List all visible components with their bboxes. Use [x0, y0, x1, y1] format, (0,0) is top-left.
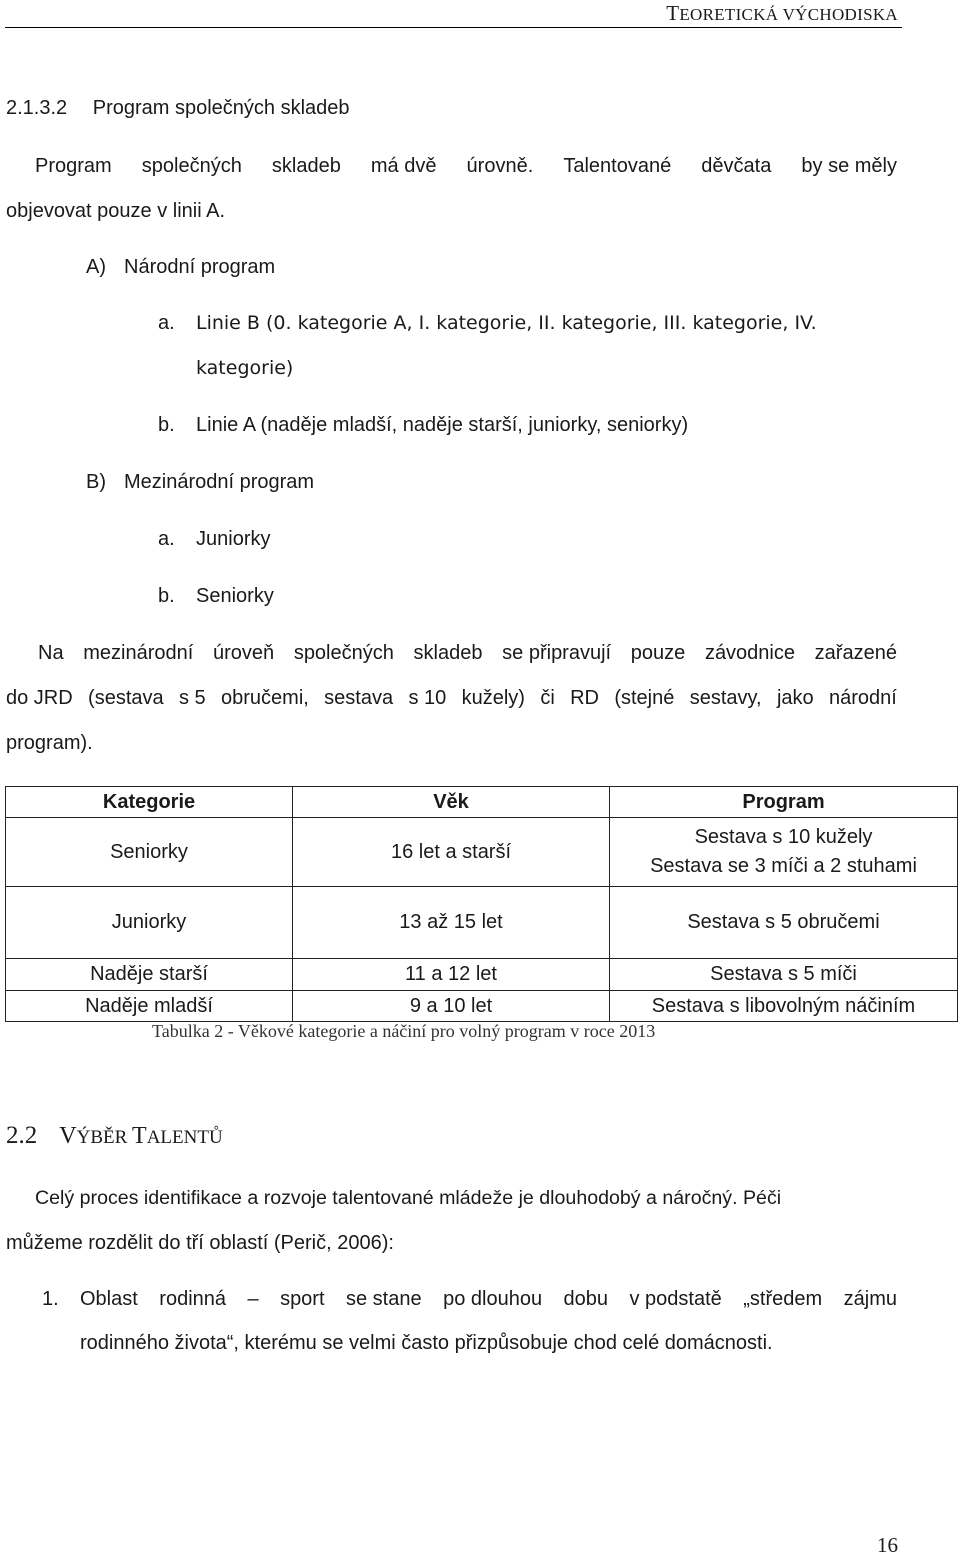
section-heading: [6, 97, 350, 120]
table-header-cell: Kategorie: [6, 787, 293, 818]
table-header-cell: Věk: [293, 787, 610, 818]
section-title: Program společných skladeb: [92, 97, 350, 119]
table-caption: Tabulka 2 - Věkové kategorie a náčiní pro volný program v roce 2013: [152, 1021, 656, 1041]
list-a-item-1-line1: Linie B (0. kategorie A, I. kategorie, II. kategorie, III. kategorie, IV.: [196, 312, 817, 334]
page-number: 16: [877, 1533, 898, 1557]
list-a-text: Národní program: [124, 256, 276, 278]
section-2-2-heading: 2.2 VÝBĚR TALENTŮ: [6, 1122, 223, 1149]
table-cell: [610, 818, 958, 887]
numbered-item-line-1: Oblast rodinná – sport se stane po dlouhou dobu v podstatě „středem zájmu: [80, 1288, 897, 1310]
table-header-row: [6, 787, 958, 818]
table-cell: Naděje mladší: [6, 991, 293, 1022]
numbered-item-line-2: rodinného života“, kterému se velmi často přizpůsobuje chod celé domácnosti.: [80, 1332, 773, 1354]
table-header-cell: Program: [610, 787, 958, 818]
section-number: 2.1.3.2: [6, 97, 68, 119]
para2-line-2: do JRD (sestava s 5 obručemi, sestava s 10 kužely) či RD (stejné sestavy, jako národní: [6, 687, 897, 709]
table-row: [6, 959, 958, 991]
table-cell: Seniorky: [6, 818, 293, 887]
table-cell: 11 a 12 let: [293, 959, 610, 991]
table-row: [6, 991, 958, 1022]
list-a-item-1-line2: kategorie): [196, 357, 294, 379]
intro-line-1: Program společných skladeb má dvě úrovně. Talentované děvčata by se měly: [35, 155, 897, 177]
table-cell: 16 let a starší: [293, 818, 610, 887]
table-cell: Sestava s libovolným náčiním: [610, 991, 958, 1022]
table-cell: Sestava s 5 míči: [610, 959, 958, 991]
list-b-item-2-text: Seniorky: [196, 585, 274, 607]
table-cell: 13 až 15 let: [293, 887, 610, 959]
program-line: Sestava s 10 kužely: [694, 826, 873, 848]
running-header: TEORETICKÁ VÝCHODISKA: [666, 1, 898, 25]
para2-line-1: Na mezinárodní úroveň společných skladeb se připravují pouze závodnice zařazené: [38, 642, 897, 664]
list-a-item-2-marker: b.: [158, 414, 175, 436]
table-cell: Juniorky: [6, 887, 293, 959]
table-cell: Sestava s 5 obručemi: [610, 887, 958, 959]
list-b-item-1-marker: a.: [158, 528, 175, 550]
list-b-text: Mezinárodní program: [124, 471, 315, 493]
list-a-item-2-text: Linie A (naděje mladší, naděje starší, juniorky, seniorky): [196, 414, 689, 436]
list-b-item-1-text: Juniorky: [196, 528, 271, 550]
program-line: Sestava se 3 míči a 2 stuhami: [650, 855, 917, 877]
section-2-2-number: 2.2: [6, 1122, 38, 1149]
para3-line-1: Celý proces identifikace a rozvoje talentované mládeže je dlouhodobý a náročný. Péči: [35, 1187, 782, 1209]
table-row: [6, 887, 958, 959]
table-row: [6, 818, 958, 887]
list-a-item-1-marker: a.: [158, 312, 175, 334]
table-cell: Naděje starší: [6, 959, 293, 991]
numbered-item-marker: 1.: [42, 1288, 59, 1310]
para3-line-2: můžeme rozdělit do tří oblastí (Perič, 2006):: [6, 1232, 394, 1254]
list-a-label: A): [86, 256, 106, 278]
intro-line-2: objevovat pouze v linii A.: [6, 200, 226, 222]
list-b-label: B): [86, 471, 106, 493]
header-rule: [5, 27, 902, 28]
para2-line-3: program).: [6, 732, 93, 754]
list-b-item-2-marker: b.: [158, 585, 175, 607]
age-categories-table: [5, 786, 958, 1022]
table-cell: 9 a 10 let: [293, 991, 610, 1022]
